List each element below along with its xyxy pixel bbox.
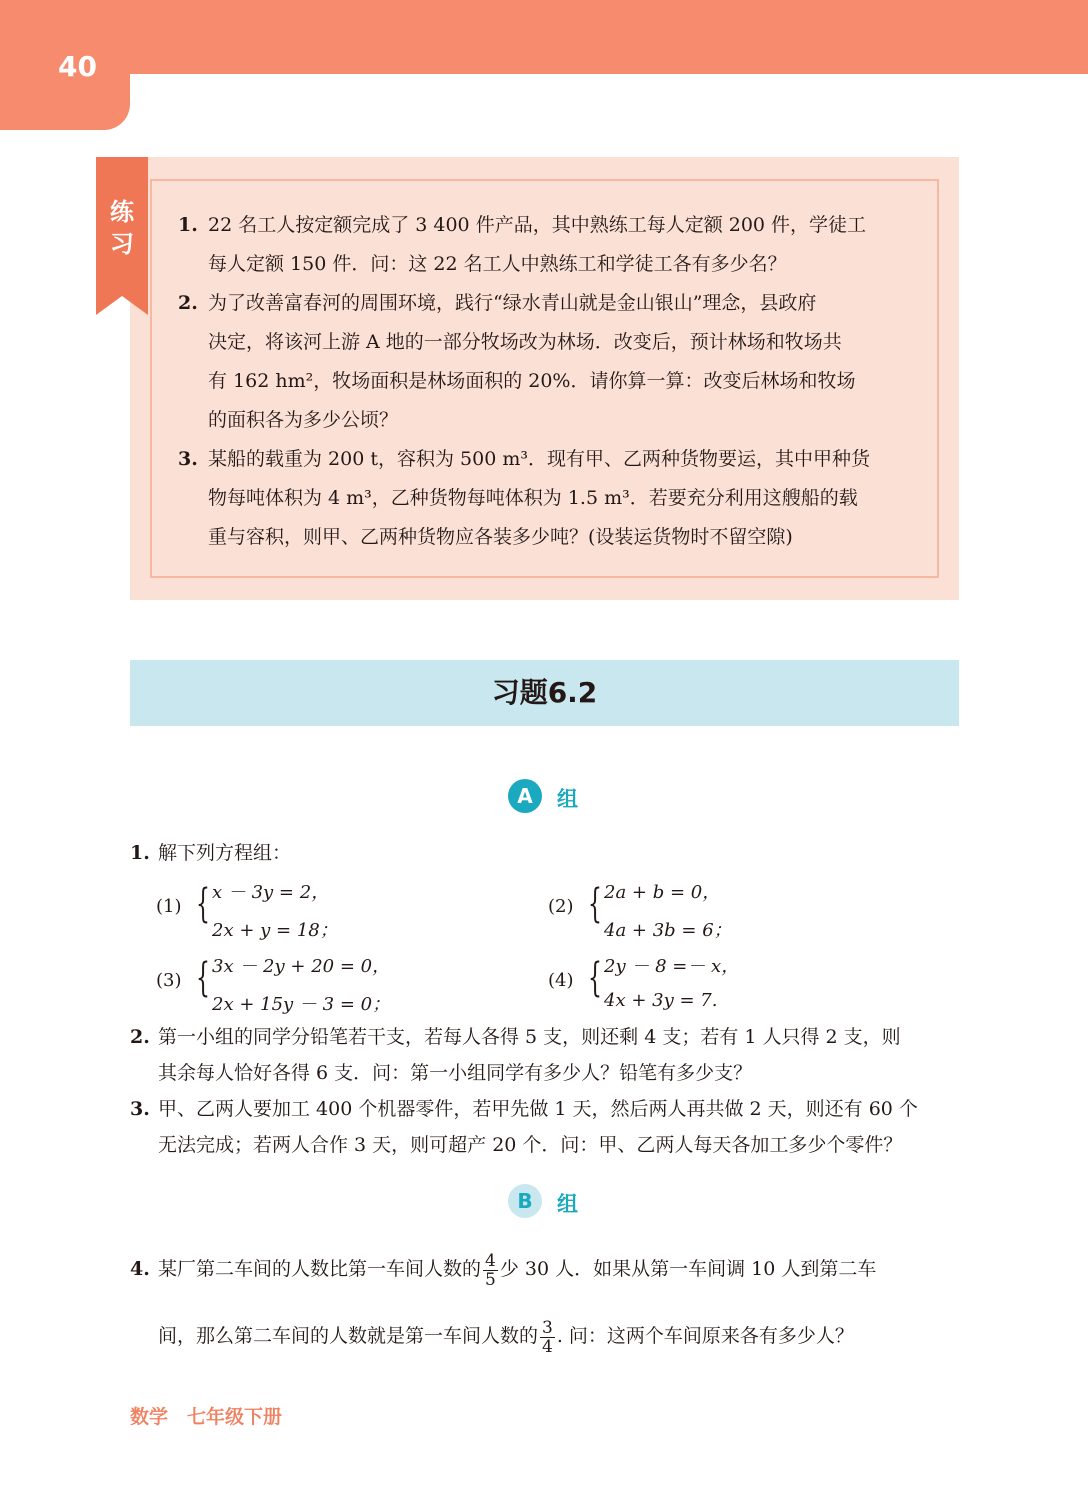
practice-line: 重与容积，则甲、乙两种货物应各装多少吨？(设装运货物时不留空隙): [208, 526, 793, 548]
question-2: 2. 第一小组的同学分铅笔若干支，若每人各得 5 支，则还剩 4 支；若有 1 人只得 2 支，则: [130, 1026, 901, 1048]
practice-line: 有 162 hm²，牧场面积是林场面积的 20%．请你算一算：改变后林场和牧场: [208, 370, 856, 392]
practice-line: 的面积各为多少公顷？: [208, 409, 399, 431]
question-4-cont: 间，那么第二车间的人数就是第一车间人数的 $\frac{3}{4}$ . 问：这两个车间原来各有多少人？: [158, 1317, 854, 1357]
header-band: [0, 0, 1088, 74]
question-2-cont: 其余每人恰好各得 6 支．问：第一小组同学有多少人？铅笔有多少支？: [158, 1062, 753, 1084]
practice-line: 每人定额 150 件．问：这 22 名工人中熟练工和学徒工各有多少名？: [208, 253, 787, 275]
fraction-four-fifths: $\frac{4}{5}$: [485, 1250, 496, 1290]
practice-line: 2. 为了改善富春河的周围环境，践行“绿水青山就是金山银山”理念，县政府: [178, 292, 817, 314]
practice-line: 3. 某船的载重为 200 t，容积为 500 m³．现有甲、乙两种货物要运，其中甲种货: [178, 448, 870, 470]
practice-line: 1. 22 名工人按定额完成了 3 400 件产品，其中熟练工每人定额 200 件，学徒工: [178, 214, 867, 236]
practice-line: 决定，将该河上游 A 地的一部分牧场改为林场．改变后，预计林场和牧场共: [208, 331, 842, 353]
book-footer: 数学 七年级下册: [130, 1406, 283, 1428]
page-number: 40: [58, 50, 97, 83]
group-a-label: 组: [557, 787, 578, 811]
question-3-cont: 无法完成；若两人合作 3 天，则可超产 20 个．问：甲、乙两人每天各加工多少个零件？: [158, 1134, 903, 1156]
question-4: 4. 某厂第二车间的人数比第一车间人数的 $\frac{4}{5}$ 少 30 人．如果从第一车间调 10 人到第二车: [130, 1250, 877, 1290]
question-3: 3. 甲、乙两人要加工 400 个机器零件，若甲先做 1 天，然后两人再共做 2 天，则还有 60 个: [130, 1098, 918, 1120]
practice-list: [178, 206, 918, 557]
equation-system-1: (1) { x － 3y = 2， 2x + y = 18；: [156, 881, 338, 941]
equation-system-3: (3) { 3x － 2y + 20 = 0， 2x + 15y － 3 = 0；: [156, 955, 391, 1015]
group-b-badge: B: [508, 1184, 542, 1218]
practice-label: 练习: [110, 198, 134, 258]
equation-system-2: (2) { 2a + b = 0， 4a + 3b = 6；: [548, 881, 732, 941]
fraction-three-fourths: $\frac{3}{4}$: [542, 1317, 553, 1357]
equation-system-4: (4) { 2y － 8 =－ x， 4x + 3y = 7.: [548, 955, 740, 1011]
question-1: 1. 解下列方程组：: [130, 842, 292, 864]
group-a-badge: A: [508, 779, 542, 813]
exercise-title: 习题6.2: [491, 676, 598, 709]
practice-line: 物每吨体积为 4 m³，乙种货物每吨体积为 1.5 m³．若要充分利用这艘船的载: [208, 487, 858, 509]
group-b-label: 组: [557, 1192, 578, 1216]
